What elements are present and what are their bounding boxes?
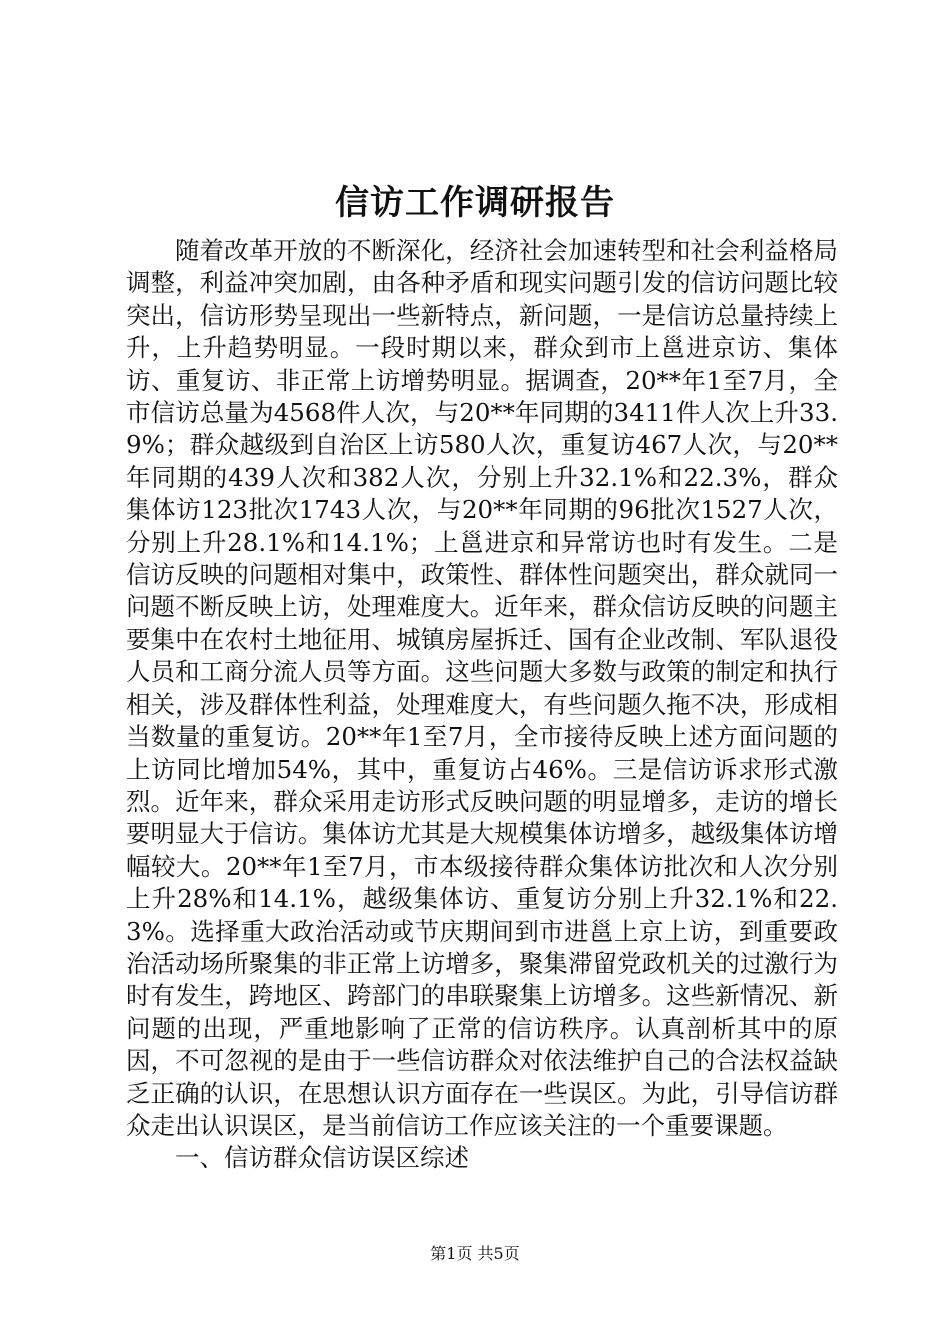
section-heading: 一、信访群众信访误区综述 (175, 1143, 469, 1173)
body-paragraph: 随着改革开放的不断深化，经济社会加速转型和社会利益格局调整，利益冲突加剧，由各种矛盾和现实问题引发的信访问题比较突出，信访形势呈现出一些新特点，新问题，一是信访总量持续上升，上升趋势明显。一段时期以来，群众到市上邕进京访、集体访、重复访、非正常上访增势明显。据调查，20**年1至7月，全市信访总量为4568件人次，与20**年同期的3411件人次上升33.9%；群众越级到自治区上访580人次，重复访467人次，与20**年同期的439人次和382人次，分别上升32.1%和22.3%，群众集体访123批次1743人次，与20**年同期的96批次1527人次，分别上升28.1%和14.1%；上邕进京和异常访也时有发生。二是信访反映的问题相对集中，政策性、群体性问题突出，群众就同一问题不断反映上访，处理难度大。近年来，群众信访反映的问题主要集中在农村土地征用、城镇房屋拆迁、国有企业改制、军队退役人员和工商分流人员等方面。这些问题大多数与政策的制定和执行相关，涉及群体性利益，处理难度大，有些问题久拖不决，形成相当数量的重复访。20**年1至7月，全市接待反映上述方面问题的上访同比增加54%，其中，重复访占46%。三是信访诉求形式激烈。近年来，群众采用走访形式反映问题的明显增多，走访的增长要明显大于信访。集体访尤其是大规模集体访增多，越级集体访增幅较大。20**年1至7月，市本级接待群众集体访批次和人次分别上升28%和14.1%，越级集体访、重复访分别上升32.1%和22.3%。选择重大政治活动或节庆期间到市进邕上京上访，到重要政治活动场所聚集的非正常上访增多，聚集滞留党政机关的过激行为时有发生，跨地区、跨部门的串联聚集上访增多。这些新情况、新问题的出现，严重地影响了正常的信访秩序。认真剖析其中的原因，不可忽视的是由于一些信访群众对依法维护自己的合法权益缺乏正确的认识，在思想认识方面存在一些误区。为此，引导信访群众走出认识误区，是当前信访工作应该关注的一个重要课题。 (126, 236, 838, 1140)
document-body (126, 235, 838, 1175)
document-title: 信访工作调研报告 (335, 183, 615, 223)
page-footer: 第1页 共5页 (430, 1244, 520, 1263)
